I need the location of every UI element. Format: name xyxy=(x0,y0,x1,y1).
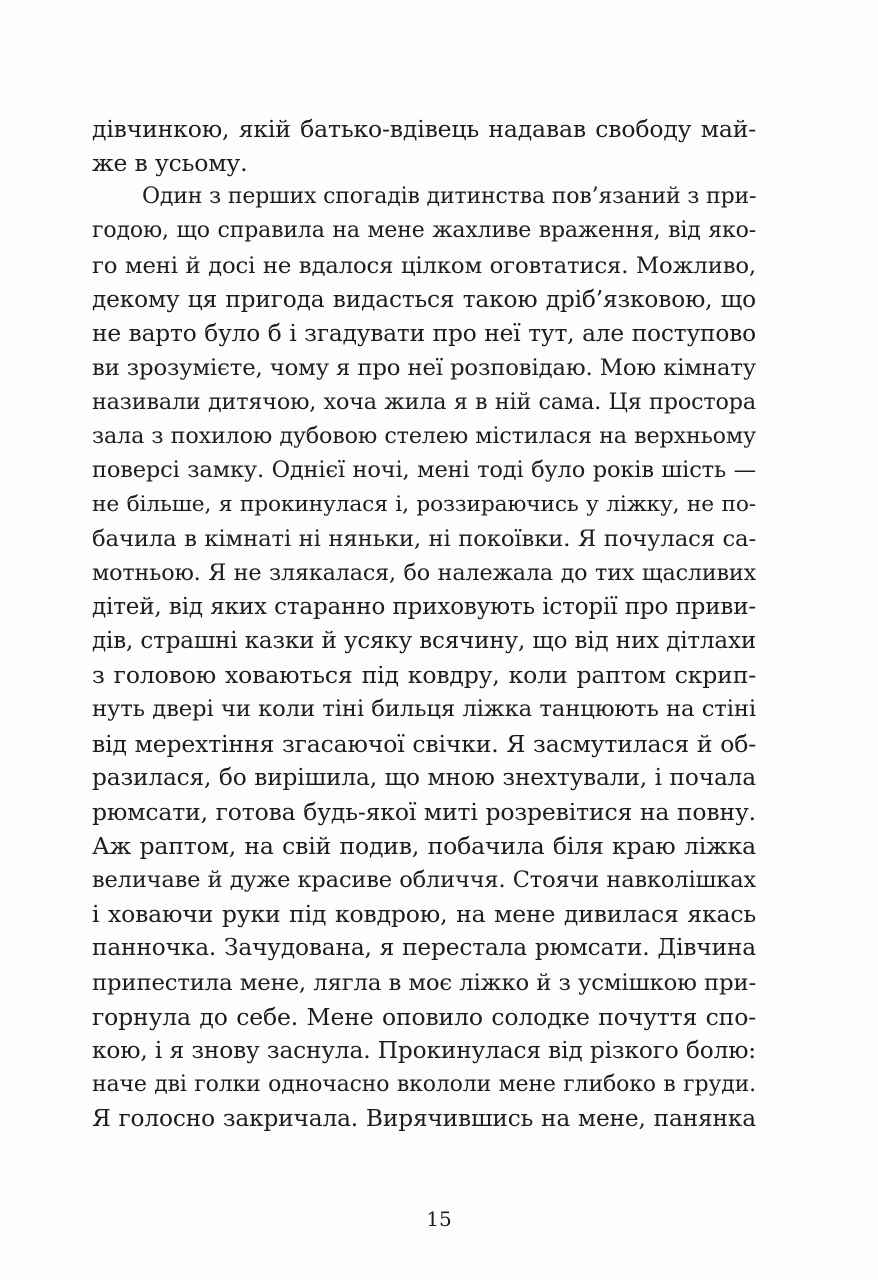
text-line: не варто було б і згадувати про неї тут, але поступово xyxy=(92,319,756,347)
text-line: Я голосно закричала. Вирячившись на мене, панянка xyxy=(92,1105,756,1133)
text-line: дів, страшні казки й усяку всячину, що від них дітлахи xyxy=(92,628,756,655)
text-line: називали дитячою, хоча жила я в ній сама. Ця простора xyxy=(92,389,756,416)
text-line: зала з похилою дубовою стелею містилася на верхньому xyxy=(92,423,756,450)
text-line: рюмсати, готова будь-якої миті розревітися на повну. xyxy=(92,797,756,826)
text-line: го мені й досі не вдалося цілком оговтатися. Можливо, xyxy=(92,252,756,279)
text-line: нуть двері чи коли тіні бильця ліжка танцюють на стіні xyxy=(92,696,756,723)
text-line: Аж раптом, на свій подив, побачила біля краю ліжка xyxy=(92,831,756,860)
text-line-paragraph-start: Один з перших спогадів дитинства пов’язаний з при- xyxy=(142,184,757,210)
text-line: разилася, бо вирішила, що мною знехтували, і почала xyxy=(92,763,756,791)
text-line: бачила в кімнаті ні няньки, ні покоївки. Я почулася са- xyxy=(92,525,756,552)
text-line: же в усьому. xyxy=(92,149,248,178)
text-line: і ховаючи руки під ковдрою, на мене дивилася якась xyxy=(92,900,756,929)
text-line: наче дві голки одночасно вкололи мене глибоко в груди. xyxy=(92,1071,756,1097)
text-line: дівчинкою, якій батько-вдівець надавав свободу май- xyxy=(92,115,756,143)
text-line: кою, і я знову заснула. Прокинулася від різкого болю: xyxy=(92,1036,756,1064)
text-line: поверсі замку. Однієї ночі, мені тоді було років шість — xyxy=(92,457,756,484)
text-line: величаве й дуже красиве обличчя. Стоячи навколішках xyxy=(92,867,756,894)
page-number: 15 xyxy=(426,1207,452,1231)
text-line: припестила мене, лягла в моє ліжко й з усмішкою при- xyxy=(92,969,756,996)
body-text xyxy=(92,112,756,1136)
text-line: мотньою. Я не злякалася, бо належала до тих щасливих xyxy=(92,559,756,586)
text-line: ви зрозумієте, чому я про неї розповідаю. Мою кімнату xyxy=(92,354,756,381)
text-line: дітей, від яких старанно приховують історії про приви- xyxy=(92,593,756,620)
text-line: годою, що справила на мене жахливе враження, від яко- xyxy=(92,218,756,244)
text-line: панночка. Зачудована, я перестала рюмсати. Дівчина xyxy=(92,934,756,962)
text-line: горнула до себе. Мене оповило солодке почуття спо- xyxy=(92,1002,756,1031)
text-line: від мерехтіння згасаючої свічки. Я засмутилася й об- xyxy=(92,729,756,758)
text-line: не більше, я прокинулася і, роззираючись у ліжку, не по- xyxy=(92,491,756,517)
text-line: з головою ховаються під ковдру, коли раптом скрип- xyxy=(92,661,756,690)
text-line: декому ця пригода видасться такою дріб’язковою, що xyxy=(92,285,756,313)
